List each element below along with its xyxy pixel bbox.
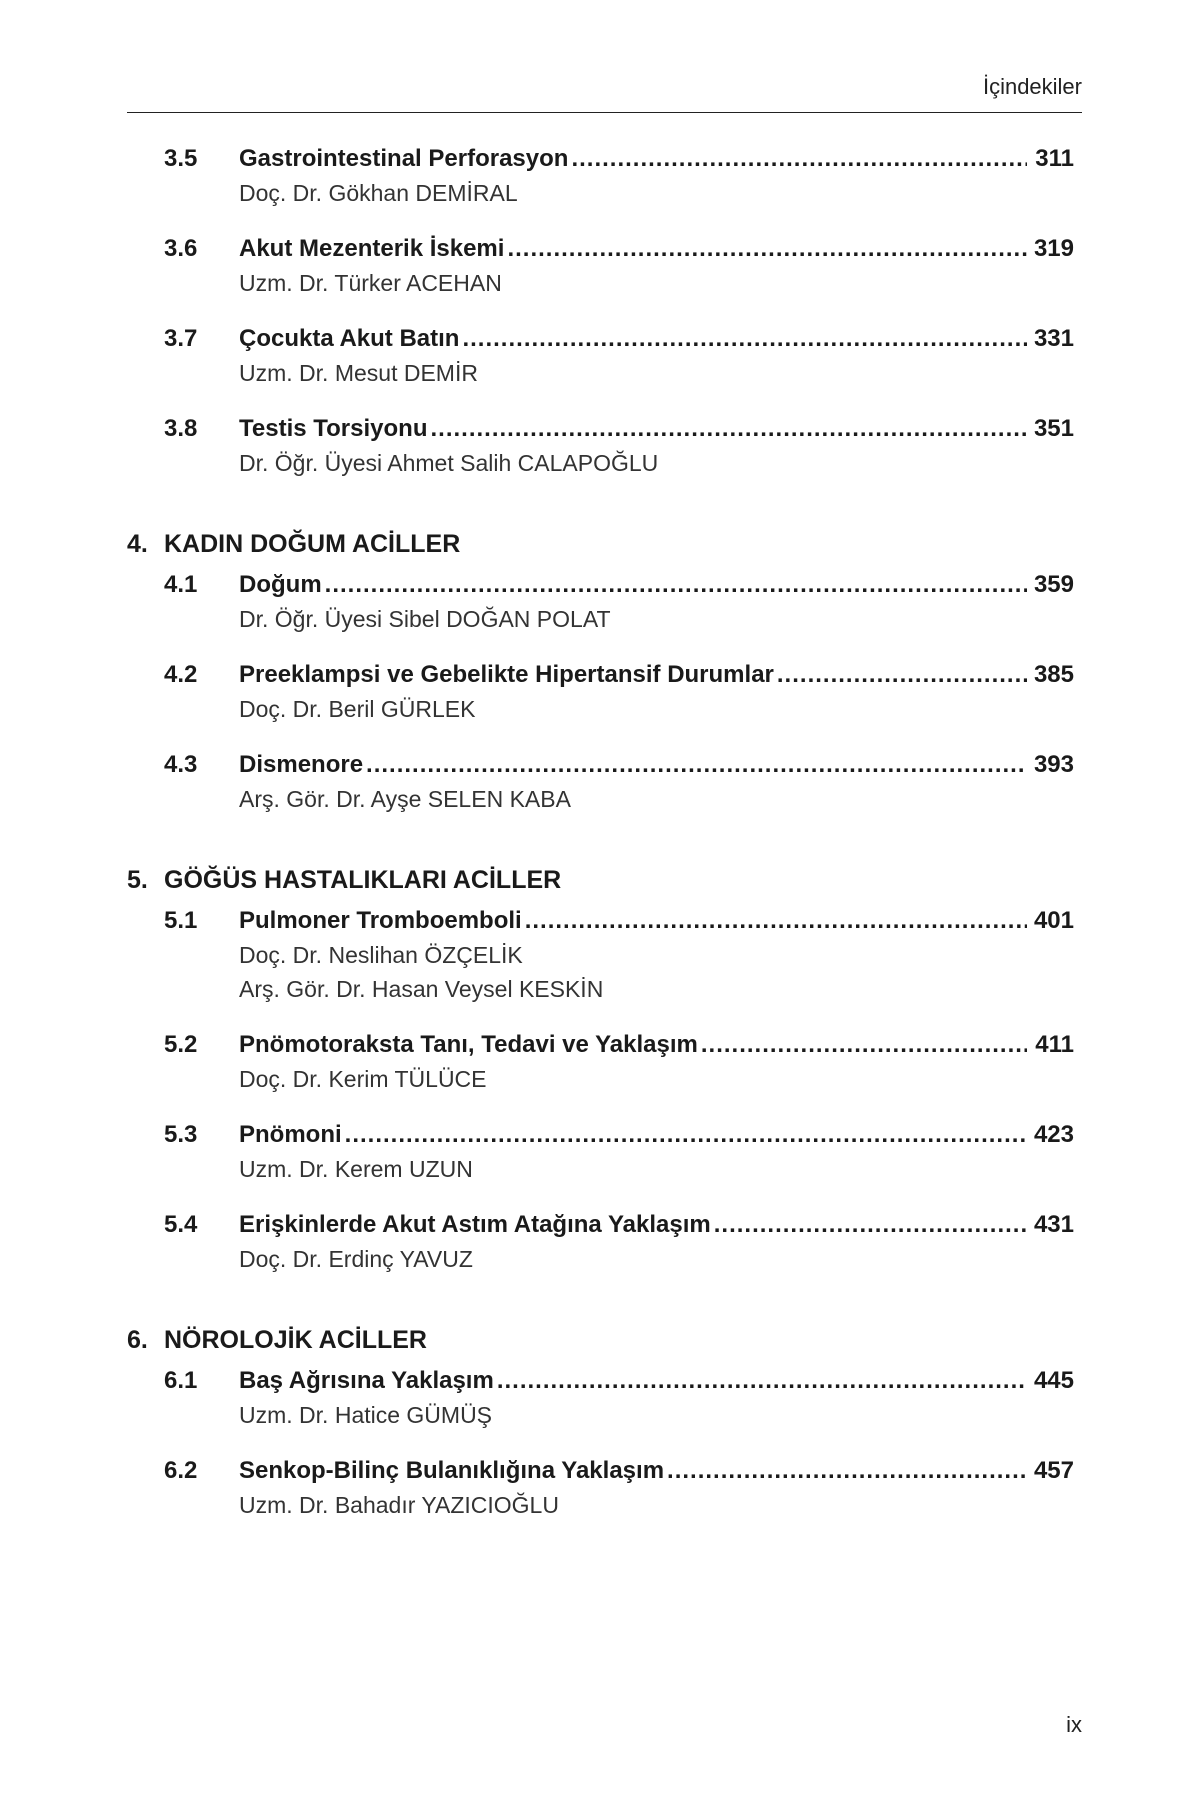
entry-number: 5.1 (164, 907, 198, 934)
entry-page-number[interactable]: 393 (1033, 751, 1074, 778)
entry-page-number[interactable]: 423 (1033, 1121, 1074, 1148)
toc-entry-title-line[interactable] (127, 748, 1082, 782)
entry-number: 3.7 (164, 325, 198, 352)
entry-author: Doç. Dr. Kerim TÜLÜCE (239, 1066, 487, 1092)
toc-entry-title-line[interactable] (127, 412, 1082, 446)
toc-entry-title-line[interactable] (127, 1028, 1082, 1062)
toc-entry[interactable] (127, 142, 1082, 210)
entry-title[interactable]: Dismenore (239, 751, 364, 778)
entry-number: 4.1 (164, 571, 198, 598)
entry-title[interactable]: Testis Torsiyonu (239, 415, 428, 442)
toc-entry-title-line[interactable] (127, 1208, 1082, 1242)
section-number: 6. (127, 1326, 148, 1354)
entry-page-number[interactable]: 359 (1033, 571, 1074, 598)
section-heading (127, 860, 1082, 900)
entry-page-number[interactable]: 319 (1033, 235, 1074, 262)
toc-entry[interactable] (127, 1454, 1082, 1522)
entry-author: Arş. Gör. Dr. Ayşe SELEN KABA (239, 786, 571, 812)
entry-number: 5.3 (164, 1121, 198, 1148)
dot-leader (462, 322, 1027, 356)
entry-title[interactable]: Doğum (239, 571, 322, 598)
dot-leader (366, 748, 1027, 782)
dot-leader (430, 412, 1027, 446)
table-of-contents (127, 142, 1082, 1544)
entry-page-number[interactable]: 457 (1033, 1457, 1074, 1484)
entry-number: 4.2 (164, 661, 198, 688)
toc-entry-title-line[interactable] (127, 1454, 1082, 1488)
dot-leader (777, 658, 1027, 692)
entry-number: 5.2 (164, 1031, 198, 1058)
dot-leader (525, 904, 1027, 938)
section-title: NÖROLOJİK ACİLLER (164, 1326, 427, 1354)
entry-author: Uzm. Dr. Kerem UZUN (239, 1156, 473, 1182)
entry-number: 3.5 (164, 145, 198, 172)
entry-author: Uzm. Dr. Bahadır YAZICIOĞLU (239, 1492, 559, 1518)
dot-leader (667, 1454, 1027, 1488)
entry-number: 6.2 (164, 1457, 198, 1484)
entry-title[interactable]: Pnömotoraksta Tanı, Tedavi ve Yaklaşım (239, 1031, 698, 1058)
toc-entry-title-line[interactable] (127, 904, 1082, 938)
section-heading (127, 1320, 1082, 1360)
dot-leader (507, 232, 1027, 266)
entry-page-number[interactable]: 351 (1033, 415, 1074, 442)
toc-entry[interactable] (127, 1118, 1082, 1186)
entry-author: Doç. Dr. Gökhan DEMİRAL (239, 180, 518, 206)
entry-number: 6.1 (164, 1367, 198, 1394)
toc-entry[interactable] (127, 1208, 1082, 1276)
entry-page-number[interactable]: 385 (1033, 661, 1074, 688)
entry-title[interactable]: Çocukta Akut Batın (239, 325, 460, 352)
entry-author: Uzm. Dr. Mesut DEMİR (239, 360, 478, 386)
section-title: KADIN DOĞUM ACİLLER (164, 530, 461, 558)
entry-page-number[interactable]: 411 (1035, 1031, 1074, 1058)
entry-title[interactable]: Pnömoni (239, 1121, 342, 1148)
section-heading (127, 524, 1082, 564)
entry-page-number[interactable]: 311 (1035, 145, 1074, 172)
section-title: GÖĞÜS HASTALIKLARI ACİLLER (164, 866, 562, 894)
toc-entry[interactable] (127, 658, 1082, 726)
entry-title[interactable]: Pulmoner Tromboemboli (239, 907, 522, 934)
dot-leader (497, 1364, 1027, 1398)
toc-entry-title-line[interactable] (127, 232, 1082, 266)
entry-author: Dr. Öğr. Üyesi Ahmet Salih CALAPOĞLU (239, 450, 659, 476)
entry-author: Doç. Dr. Neslihan ÖZÇELİK (239, 942, 523, 968)
dot-leader (571, 142, 1027, 176)
dot-leader (714, 1208, 1027, 1242)
entry-title[interactable]: Gastrointestinal Perforasyon (239, 145, 569, 172)
entry-number: 4.3 (164, 751, 198, 778)
header-title: İçindekiler (982, 74, 1082, 99)
dot-leader (345, 1118, 1027, 1152)
entry-title[interactable]: Preeklampsi ve Gebelikte Hipertansif Durumlar (239, 661, 774, 688)
toc-entry-title-line[interactable] (127, 322, 1082, 356)
dot-leader (325, 568, 1027, 602)
toc-entry[interactable] (127, 412, 1082, 480)
toc-entry[interactable] (127, 1364, 1082, 1432)
entry-author: Uzm. Dr. Türker ACEHAN (239, 270, 502, 296)
toc-entry[interactable] (127, 232, 1082, 300)
entry-number: 3.6 (164, 235, 198, 262)
entry-title[interactable]: Akut Mezenterik İskemi (239, 235, 505, 262)
toc-entry-title-line[interactable] (127, 1118, 1082, 1152)
page-number: ix (1066, 1712, 1082, 1737)
entry-title[interactable]: Erişkinlerde Akut Astım Atağına Yaklaşım (239, 1211, 711, 1238)
entry-author: Dr. Öğr. Üyesi Sibel DOĞAN POLAT (239, 606, 611, 632)
dot-leader (701, 1028, 1027, 1062)
entry-author: Uzm. Dr. Hatice GÜMÜŞ (239, 1402, 493, 1428)
entry-page-number[interactable]: 401 (1033, 907, 1074, 934)
entry-number: 5.4 (164, 1211, 198, 1238)
toc-entry-title-line[interactable] (127, 142, 1082, 176)
toc-entry-title-line[interactable] (127, 1364, 1082, 1398)
toc-entry[interactable] (127, 904, 1082, 1006)
running-header (127, 74, 1082, 113)
toc-entry[interactable] (127, 568, 1082, 636)
entry-author: Doç. Dr. Erdinç YAVUZ (239, 1246, 473, 1272)
toc-entry-title-line[interactable] (127, 658, 1082, 692)
section-number: 5. (127, 866, 148, 894)
toc-entry[interactable] (127, 1028, 1082, 1096)
toc-entry[interactable] (127, 322, 1082, 390)
entry-page-number[interactable]: 431 (1033, 1211, 1074, 1238)
entry-number: 3.8 (164, 415, 198, 442)
entry-page-number[interactable]: 445 (1033, 1367, 1074, 1394)
entry-author: Arş. Gör. Dr. Hasan Veysel KESKİN (239, 976, 604, 1002)
entry-author: Doç. Dr. Beril GÜRLEK (239, 696, 476, 722)
toc-entry-title-line[interactable] (127, 568, 1082, 602)
toc-entry[interactable] (127, 748, 1082, 816)
section-number: 4. (127, 530, 148, 558)
entry-page-number[interactable]: 331 (1033, 325, 1074, 352)
entry-title[interactable]: Senkop-Bilinç Bulanıklığına Yaklaşım (239, 1457, 665, 1484)
entry-title[interactable]: Baş Ağrısına Yaklaşım (239, 1367, 494, 1394)
